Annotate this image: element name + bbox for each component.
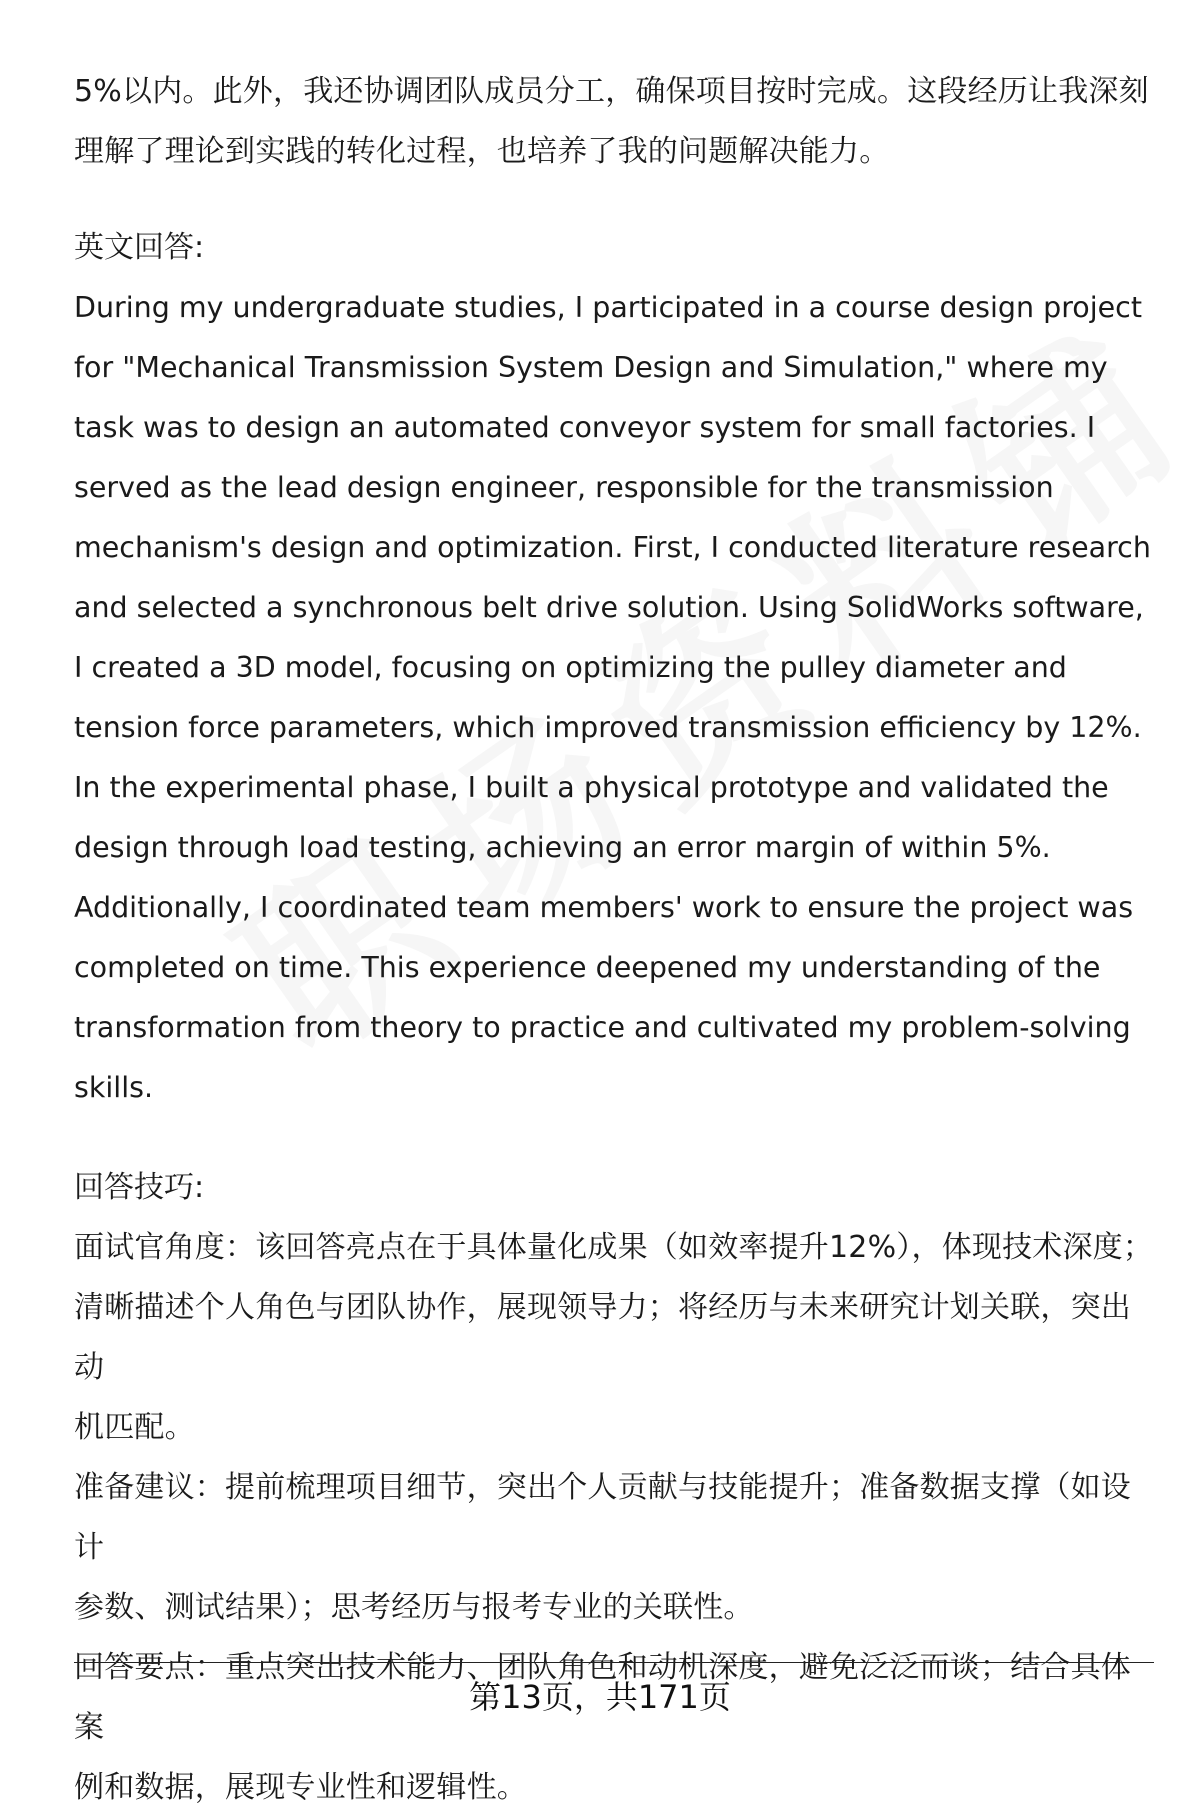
english-line: tension force parameters, which improved transmission efficiency by 12%. (74, 711, 1142, 744)
english-line: design through load testing, achieving an error margin of within 5%. (74, 831, 1051, 864)
tips-line: 回答要点：重点突出技术能力、团队角色和动机深度，避免泛泛而谈；结合具体案 (74, 1650, 1131, 1745)
english-line: task was to design an automated conveyor system for small factories. I (74, 411, 1096, 444)
intro-line: 理解了理论到实践的转化过程，也培养了我的问题解决能力。 (74, 134, 890, 169)
english-line: and selected a synchronous belt drive solution. Using SolidWorks software, (74, 591, 1144, 624)
page-content (74, 62, 1154, 1818)
spacer (74, 182, 1154, 218)
page-number: 第13页，共171页 (469, 1678, 731, 1716)
answer-tips-heading: 回答技巧: (74, 1170, 205, 1205)
english-line: During my undergraduate studies, I participated in a course design project (74, 291, 1143, 324)
footer-divider (74, 1662, 1154, 1663)
english-line: In the experimental phase, I built a physical prototype and validated the (74, 771, 1109, 804)
tips-line: 机匹配。 (74, 1410, 195, 1445)
english-line: for "Mechanical Transmission System Design and Simulation," where my (74, 351, 1108, 384)
english-line: I created a 3D model, focusing on optimizing the pulley diameter and (74, 651, 1067, 684)
intro-line: 5%以内。此外，我还协调团队成员分工，确保项目按时完成。这段经历让我深刻 (74, 74, 1149, 109)
english-line: transformation from theory to practice and cultivated my problem-solving (74, 1011, 1131, 1044)
tips-line: 面试官角度：该回答亮点在于具体量化成果（如效率提升12%），体现技术深度； (74, 1230, 1154, 1265)
english-line: skills. (74, 1071, 154, 1104)
english-answer-heading: 英文回答: (74, 230, 205, 265)
tips-line: 清晰描述个人角色与团队协作，展现领导力；将经历与未来研究计划关联，突出动 (74, 1290, 1131, 1385)
tips-line: 准备建议：提前梳理项目细节，突出个人贡献与技能提升；准备数据支撑（如设计 (74, 1470, 1131, 1565)
english-line: served as the lead design engineer, responsible for the transmission (74, 471, 1054, 504)
english-line: completed on time. This experience deepened my understanding of the (74, 951, 1101, 984)
spacer (74, 1118, 1154, 1158)
tips-line: 参数、测试结果）；思考经历与报考专业的关联性。 (74, 1590, 754, 1625)
english-line: mechanism's design and optimization. First, I conducted literature research (74, 531, 1151, 564)
tips-line: 例和数据，展现专业性和逻辑性。 (74, 1770, 527, 1805)
english-line: Additionally, I coordinated team members' work to ensure the project was (74, 891, 1134, 924)
